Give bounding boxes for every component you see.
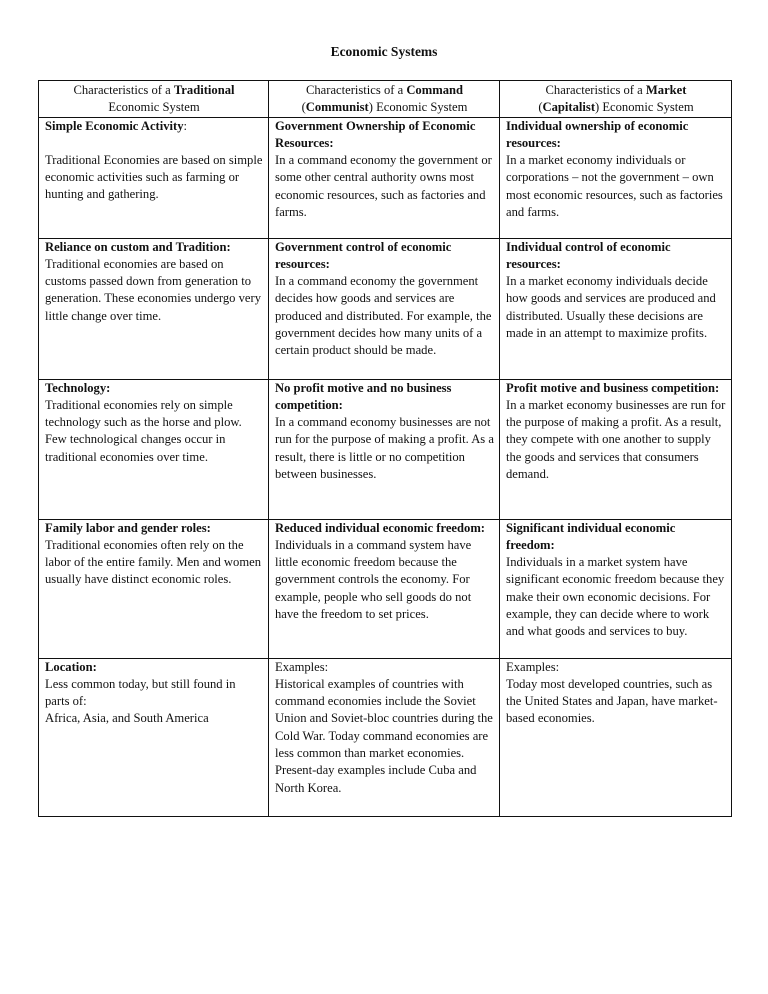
cell-heading: Reduced individual economic freedom: (275, 520, 486, 535)
cell-text: In a command economy the government decides how goods and services are produced and distributed. For example, the government decides how many units of a certain product should be made. (275, 274, 492, 358)
header-suffix: ) Economic System (595, 100, 694, 115)
cell-traditional (39, 117, 269, 238)
cell-heading: Location: (45, 659, 97, 674)
cell-market (500, 658, 732, 816)
cell-command (269, 519, 500, 658)
cell-heading: Significant individual economic freedom: (506, 520, 676, 552)
cell-heading: Examples: (275, 659, 329, 674)
cell-heading: Government Ownership of Economic Resources: (275, 118, 476, 150)
economic-systems-table (38, 80, 732, 817)
cell-heading: Individual control of economic resources: (506, 239, 671, 271)
table-row (39, 379, 732, 519)
cell-market (500, 379, 732, 519)
cell-heading: No profit motive and no business competition: (275, 380, 452, 412)
cell-text: Traditional economies are based on customs passed down from generation to generation. These economies undergo very little change over time. (45, 256, 262, 323)
table-row (39, 519, 732, 658)
cell-text: Individuals in a command system have little economic freedom because the government controls the economy. For example, people who sell goods do not have the freedom to set prices. (275, 537, 472, 622)
cell-text: Individuals in a market system have significant economic freedom because they make their own economic decisions. For example, they can decide where to work and what goods and services to buy. (506, 555, 725, 639)
cell-text: Historical examples of countries with command economies include the Soviet Union and Soviet-bloc countries during the Cold War. Today command economies are less common than market economies. Present-day examples include Cuba and North Korea. (275, 676, 493, 795)
cell-text: In a market economy individuals or corporations – not the government – own most economic resources, such as factories and farms. (506, 153, 723, 220)
cell-text: Less common today, but still found in parts of: (45, 676, 236, 709)
table-row (39, 238, 732, 379)
cell-heading: Simple Economic Activity (45, 118, 184, 133)
header-prefix: Characteristics of a (73, 83, 174, 97)
cell-text: Traditional economies rely on simple technology such as the horse and plow. Few technological changes occur in traditional economies over time. (45, 397, 242, 464)
cell-traditional (39, 519, 269, 658)
cell-heading: Individual ownership of economic resources: (506, 118, 689, 150)
header-command (269, 81, 500, 118)
cell-text: Traditional economies often rely on the labor of the entire family. Men and women usually have distinct economic roles. (45, 537, 262, 587)
header-prefix: Characteristics of a (545, 83, 646, 97)
cell-text-2: Africa, Asia, and South America (45, 711, 209, 726)
cell-market (500, 117, 732, 238)
table-row (39, 117, 732, 238)
cell-heading: Family labor and gender roles: (45, 520, 211, 535)
cell-traditional (39, 658, 269, 816)
cell-heading: Reliance on custom and Tradition: (45, 239, 231, 254)
cell-market (500, 238, 732, 379)
cell-heading: Examples: (506, 659, 560, 674)
cell-text: Today most developed countries, such as the United States and Japan, have market-based economies. (506, 676, 718, 726)
header-market (500, 81, 732, 118)
header-paren: ( (301, 100, 306, 115)
table-row (39, 658, 732, 816)
header-suffix: Economic System (108, 100, 200, 115)
cell-text: In a market economy businesses are run for the purpose of making a profit. As a result, they compete with one another to supply the goods and services that consumers demand. (506, 397, 726, 482)
header-paren: ( (538, 100, 543, 115)
cell-text: In a market economy individuals decide how goods and services are produced and distributed. Usually these decisions are made in an attempt to maximize profits. (506, 274, 716, 341)
cell-market (500, 519, 732, 658)
cell-traditional (39, 238, 269, 379)
cell-heading: Profit motive and business competition: (506, 380, 720, 395)
header-bold: Traditional (173, 83, 235, 97)
cell-command (269, 117, 500, 238)
cell-heading-suffix: : (183, 118, 188, 133)
cell-command (269, 238, 500, 379)
header-traditional (39, 81, 269, 118)
cell-command (269, 658, 500, 816)
cell-traditional (39, 379, 269, 519)
cell-text: In a command economy businesses are not run for the purpose of making a profit. As a result, there is little or no competition between businesses. (275, 415, 494, 482)
cell-text: Traditional Economies are based on simple economic activities such as farming or hunting and gathering. (45, 152, 263, 202)
header-bold: Market (645, 83, 687, 97)
cell-heading: Government control of economic resources: (275, 239, 452, 271)
header-bold-2: Communist (305, 100, 369, 115)
cell-command (269, 379, 500, 519)
cell-heading: Technology: (45, 380, 111, 395)
header-suffix: ) Economic System (368, 100, 468, 115)
header-prefix: Characteristics of a (305, 83, 407, 97)
header-bold: Command (406, 83, 464, 97)
table-header-row (39, 81, 732, 118)
cell-text: In a command economy the government or some other central authority owns most economic resources, such as factories and farms. (275, 153, 492, 220)
header-bold-2: Capitalist (542, 100, 596, 115)
page-title: Economic Systems (330, 44, 438, 59)
